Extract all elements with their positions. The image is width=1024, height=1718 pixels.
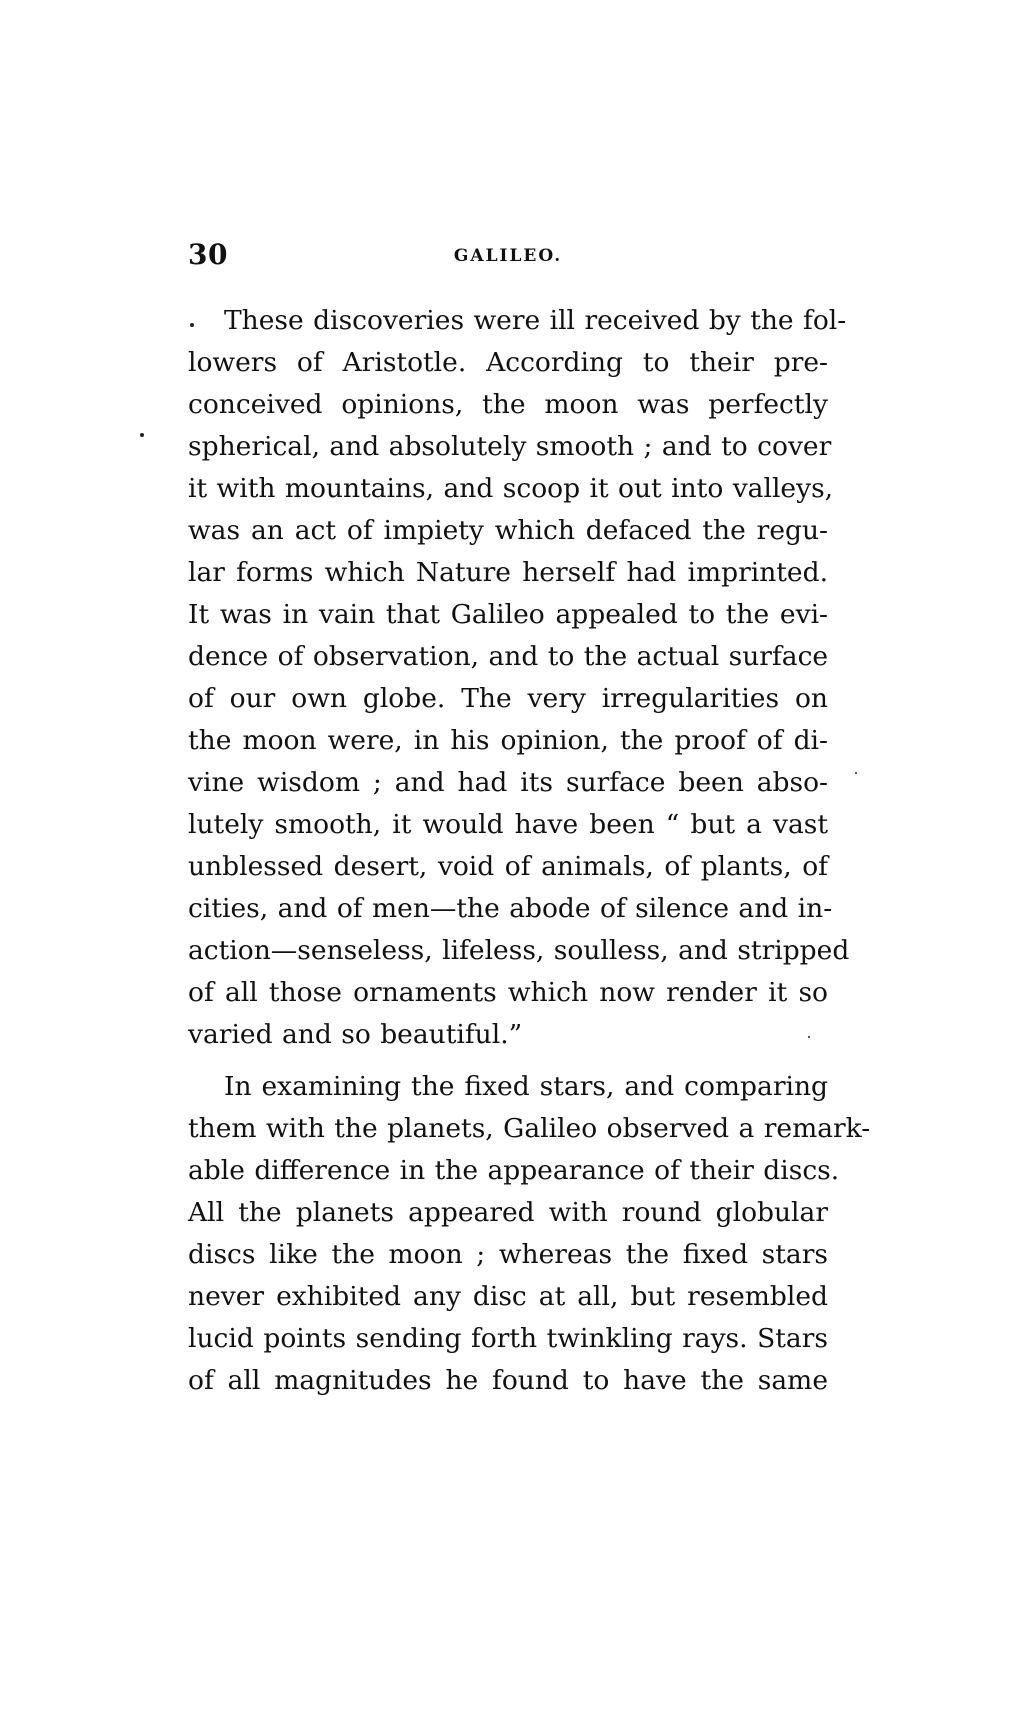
- text-line: lucid points sending forth twinkling rays. Stars: [188, 1323, 828, 1354]
- text-line: lar forms which Nature herself had imprinted.: [188, 557, 828, 588]
- scan-speck: [855, 772, 857, 774]
- text-line: able difference in the appearance of their discs.: [188, 1155, 840, 1186]
- text-line: In examining the fixed stars, and comparing: [224, 1071, 828, 1102]
- running-title: GALILEO.: [453, 246, 563, 266]
- paragraph-1: [188, 300, 850, 1056]
- text-line: discs like the moon ; whereas the fixed stars: [188, 1239, 828, 1270]
- text-line: action—senseless, lifeless, soulless, and stripped: [188, 935, 850, 966]
- text-line: never exhibited any disc at all, but resembled: [188, 1281, 828, 1312]
- text-line: lowers of Aristotle. According to their pre-: [188, 347, 828, 378]
- paragraph-2: [188, 1066, 871, 1402]
- scan-speck: [190, 323, 194, 327]
- text-line: conceived opinions, the moon was perfectly: [188, 389, 828, 420]
- text-line: It was in vain that Galileo appealed to the evi-: [188, 599, 828, 630]
- text-line: of all those ornaments which now render it so: [188, 977, 828, 1008]
- text-line: dence of observation, and to the actual surface: [188, 641, 829, 672]
- text-line: lutely smooth, it would have been “ but a vast: [188, 809, 828, 840]
- text-line: the moon were, in his opinion, the proof of di-: [188, 725, 828, 756]
- body-text: [188, 300, 871, 1402]
- text-line: spherical, and absolutely smooth ; and to cover: [188, 431, 832, 462]
- text-line: it with mountains, and scoop it out into valleys,: [188, 473, 834, 504]
- text-line: vine wisdom ; and had its surface been abso-: [188, 767, 828, 798]
- text-line: them with the planets, Galileo observed a remark-: [188, 1113, 871, 1144]
- text-line: unblessed desert, void of animals, of plants, of: [188, 851, 828, 882]
- running-head: [188, 238, 828, 278]
- scan-speck: [140, 433, 144, 437]
- text-line: of our own globe. The very irregularities on: [188, 683, 828, 714]
- scan-speck: [808, 1036, 810, 1038]
- text-line: cities, and of men—the abode of silence and in-: [188, 893, 833, 924]
- page-number: 30: [188, 238, 228, 271]
- text-line: All the planets appeared with round globular: [188, 1197, 828, 1228]
- text-line: These discoveries were ill received by the fol-: [224, 305, 847, 336]
- text-line: of all magnitudes he found to have the same: [188, 1365, 828, 1396]
- paragraph-gap: [188, 1056, 828, 1066]
- text-line: varied and so beautiful.”: [188, 1019, 523, 1050]
- text-line: was an act of impiety which defaced the regu-: [188, 515, 828, 546]
